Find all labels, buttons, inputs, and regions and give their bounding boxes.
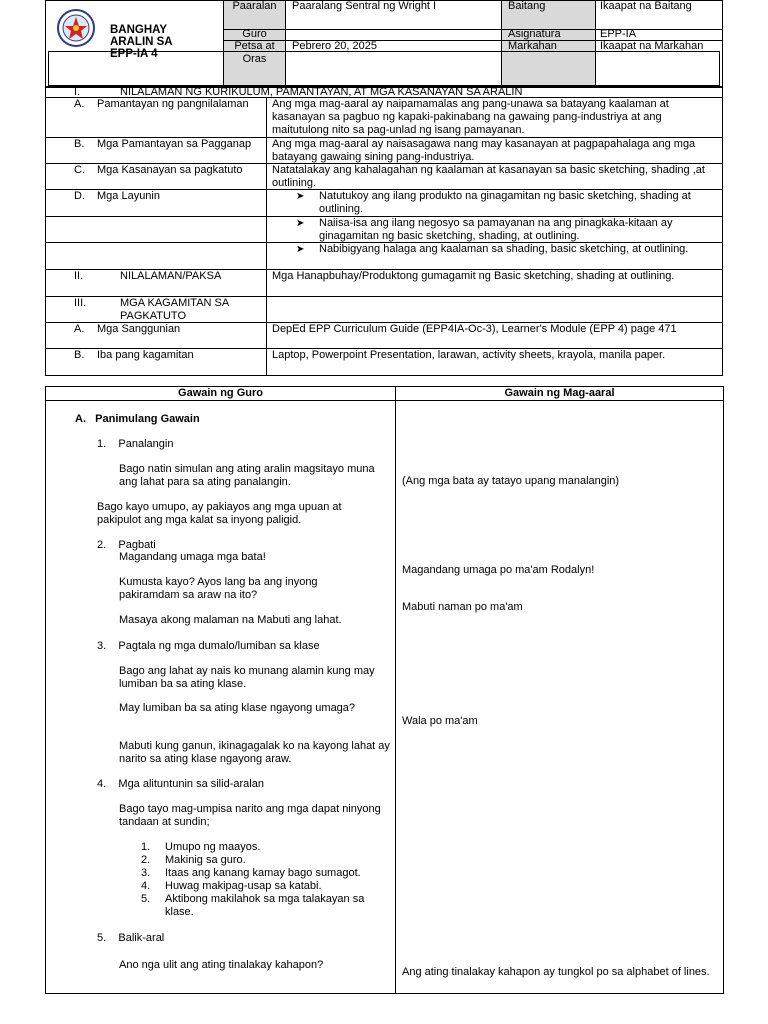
response-4: Wala po ma'am <box>402 715 478 727</box>
rule-text: Makinig sa guro. <box>165 854 246 866</box>
rule-item: 4. Huwag makipag-usap sa katabi. <box>141 880 322 892</box>
title-line-2: ARALIN SA <box>110 36 173 48</box>
layunin-text: Nabibigyang halaga ang kaalaman sa shading, basic sketching, at outlining. <box>319 243 689 255</box>
v-line <box>266 97 267 376</box>
rule-text: Umupo ng maayos. <box>165 841 261 853</box>
step-5: 5. Balik-aral <box>97 932 165 944</box>
rule-item: 3. Itaas ang kanang kamay bago sumagot. <box>141 867 361 879</box>
title-line-1: BANGHAY <box>110 24 168 36</box>
step-2-para-2: Kumusta kayo? Ayos lang ba ang inyong pakiramdam sa araw na ito? <box>119 576 318 601</box>
row-iii-num: III. <box>74 297 87 309</box>
response-1: (Ang mga bata ay tatayo upang manalangin) <box>402 475 620 487</box>
rule-item: 2. Makinig sa guro. <box>141 854 246 866</box>
rule-item: 5. Aktibong makilahok sa mga talakayan sa klase. <box>141 893 365 918</box>
row-a-label: Pamantayan ng pangnilalaman <box>97 98 249 110</box>
step-2-para-1: Magandang umaga mga bata! <box>119 551 266 563</box>
step-3-para-3: Mabuti kung ganun, ikinagagalak ko na kayong lahat ay narito sa ating klase ngayong araw. <box>119 740 390 765</box>
step-1: 1. Panalangin <box>97 438 174 450</box>
arrow-bullet-icon: ➤ <box>296 218 305 229</box>
row-b-label: Mga Pamantayan sa Pagganap <box>97 138 252 150</box>
rule-item: 1. Umupo ng maayos. <box>141 841 261 853</box>
row-sanggunian-num: A. <box>74 323 85 335</box>
response-3: Mabuti naman po ma'am <box>402 601 523 613</box>
rule-text: Itaas ang kanang kamay bago sumagot. <box>165 867 361 879</box>
step-4-title: Mga alituntunin sa silid-aralan <box>118 778 264 790</box>
row-c-label: Mga Kasanayan sa pagkatuto <box>97 164 243 176</box>
arrow-bullet-icon: ➤ <box>296 191 305 202</box>
row-ii-text: Mga Hanapbuhay/Produktong gumagamit ng Basic sketching, shading at outlining. <box>272 270 675 282</box>
step-4: 4. Mga alituntunin sa silid-aralan <box>97 778 264 790</box>
section-a-label: A. Panimulang Gawain <box>75 413 200 425</box>
step-2-para-3: Masaya akong malaman na Mabuti ang lahat. <box>119 614 342 626</box>
row-b-num: B. <box>74 138 85 150</box>
step-1-para-2: Bago kayo umupo, ay pakiayos ang mga upuan at pakipulot ang mga kalat sa inyong paligid. <box>97 501 342 526</box>
step-3-title: Pagtala ng mga dumalo/lumiban sa klase <box>118 640 320 652</box>
row-ii-label: NILALAMAN/PAKSA <box>120 270 222 282</box>
asignatura-value: EPP-IA <box>600 28 637 40</box>
row-b-text: Ang mga mag-aaral ay naisasagawa nang may kasanayan at pagpapahalaga ang mga batayang gawaing sining pang-industriya. <box>272 138 696 163</box>
step-5-title: Balik-aral <box>118 932 165 944</box>
h-line <box>223 29 723 30</box>
paaralan-value: Paaralang Sentral ng Wright I <box>292 0 437 12</box>
asignatura-label: Asignatura <box>508 28 561 40</box>
row-a-num: A. <box>74 98 85 110</box>
guro-label: Guro <box>242 28 267 40</box>
v-line <box>501 0 502 87</box>
step-1-para-1: Bago natin simulan ang ating aralin magsitayo muna ang lahat para sa ating panalangin. <box>119 463 375 488</box>
markahan-label: Markahan <box>508 40 557 52</box>
v-line <box>595 0 596 87</box>
step-3-para-2: May lumiban ba sa ating klase ngayong umaga? <box>119 702 356 714</box>
response-5: Ang ating tinalakay kahapon ay tungkol po sa alphabet of lines. <box>402 966 710 978</box>
col-header-guro: Gawain ng Guro <box>178 387 263 399</box>
row-sanggunian-label: Mga Sanggunian <box>97 323 181 335</box>
h-line <box>45 400 724 401</box>
markahan-value: Ikaapat na Markahan <box>600 40 704 52</box>
baitang-label: Baitang <box>508 0 546 12</box>
step-1-title: Panalangin <box>118 438 174 450</box>
section-i-heading: NILALAMAN NG KURIKULUM, PAMANTAYAN, AT MGA KASANAYAN SA ARALIN <box>120 86 523 98</box>
petsa-label <box>224 40 285 66</box>
paaralan-label: Paaralan <box>232 0 277 12</box>
row-ii-num: II. <box>74 270 84 282</box>
step-2: 2. Pagbati <box>97 539 156 551</box>
section-i-num: I. <box>74 86 81 98</box>
row-d-num: D. <box>74 190 85 202</box>
v-line <box>285 0 286 87</box>
row-iii-label: MGA KAGAMITAN SA PAGKATUTO <box>120 297 229 322</box>
row-kagamitan-num: B. <box>74 349 85 361</box>
petsa-label-line-2: Oras <box>242 53 267 65</box>
arrow-bullet-icon: ➤ <box>296 244 305 255</box>
layunin-text: Naiisa-isa ang ilang negosyo sa pamayanan na ang pinagkaka-kitaan ay ginagamitan ng basic sketching, shading, at outlining. <box>319 217 673 242</box>
row-a-text: Ang mga mag-aaral ay naipamamalas ang pang-unawa sa batayang kaalaman at kasanayan sa pagbuo ng kapaki-pakinabang na gawaing pang-industriya at ang maitutulong nito sa pag-unlad ng isang pamayanan. <box>272 98 669 136</box>
row-sanggunian-text: DepEd EPP Curriculum Guide (EPP4IA-Oc-3), Learner's Module (EPP 4) page 471 <box>272 323 677 335</box>
rule-text: Aktibong makilahok sa mga talakayan sa klase. <box>165 893 365 918</box>
step-5-para-1: Ano nga ulit ang ating tinalakay kahapon? <box>119 959 324 971</box>
layunin-text: Natutukoy ang ilang produkto na ginagamitan ng basic sketching, shading at outlining. <box>319 190 691 215</box>
rules-list <box>141 841 391 919</box>
step-3-para-1: Bago ang lahat ay nais ko munang alamin kung may lumiban ba sa ating klase. <box>119 665 375 690</box>
lesson-title <box>110 24 173 60</box>
row-kagamitan-text: Laptop, Powerpoint Presentation, larawan, activity sheets, krayola, manila paper. <box>272 349 666 361</box>
petsa-value: Pebrero 20, 2025 <box>292 40 378 52</box>
col-header-mag-aaral: Gawain ng Mag-aaral <box>504 387 615 399</box>
deped-seal-icon <box>56 8 96 48</box>
response-2: Magandang umaga po ma'am Rodalyn! <box>402 564 595 576</box>
row-d-label: Mga Layunin <box>97 190 160 202</box>
title-line-3: EPP-IA 4 <box>110 48 158 60</box>
step-2-title: Pagbati <box>118 539 156 551</box>
row-c-text: Natatalakay ang kahalagahan ng kaalaman at kasanayan sa basic sketching, shading ,at outlining. <box>272 164 705 189</box>
petsa-label-line-1: Petsa at <box>234 40 275 52</box>
section-a-title: Panimulang Gawain <box>95 413 200 425</box>
baitang-value: Ikaapat na Baitang <box>600 0 692 12</box>
step-3: 3. Pagtala ng mga dumalo/lumiban sa klase <box>97 640 320 652</box>
row-c-num: C. <box>74 164 85 176</box>
step-4-para-1: Bago tayo mag-umpisa narito ang mga dapat ninyong tandaan at sundin; <box>119 803 381 828</box>
v-line <box>395 386 396 994</box>
row-kagamitan-label: Iba pang kagamitan <box>97 349 194 361</box>
rule-text: Huwag makipag-usap sa katabi. <box>165 880 322 892</box>
